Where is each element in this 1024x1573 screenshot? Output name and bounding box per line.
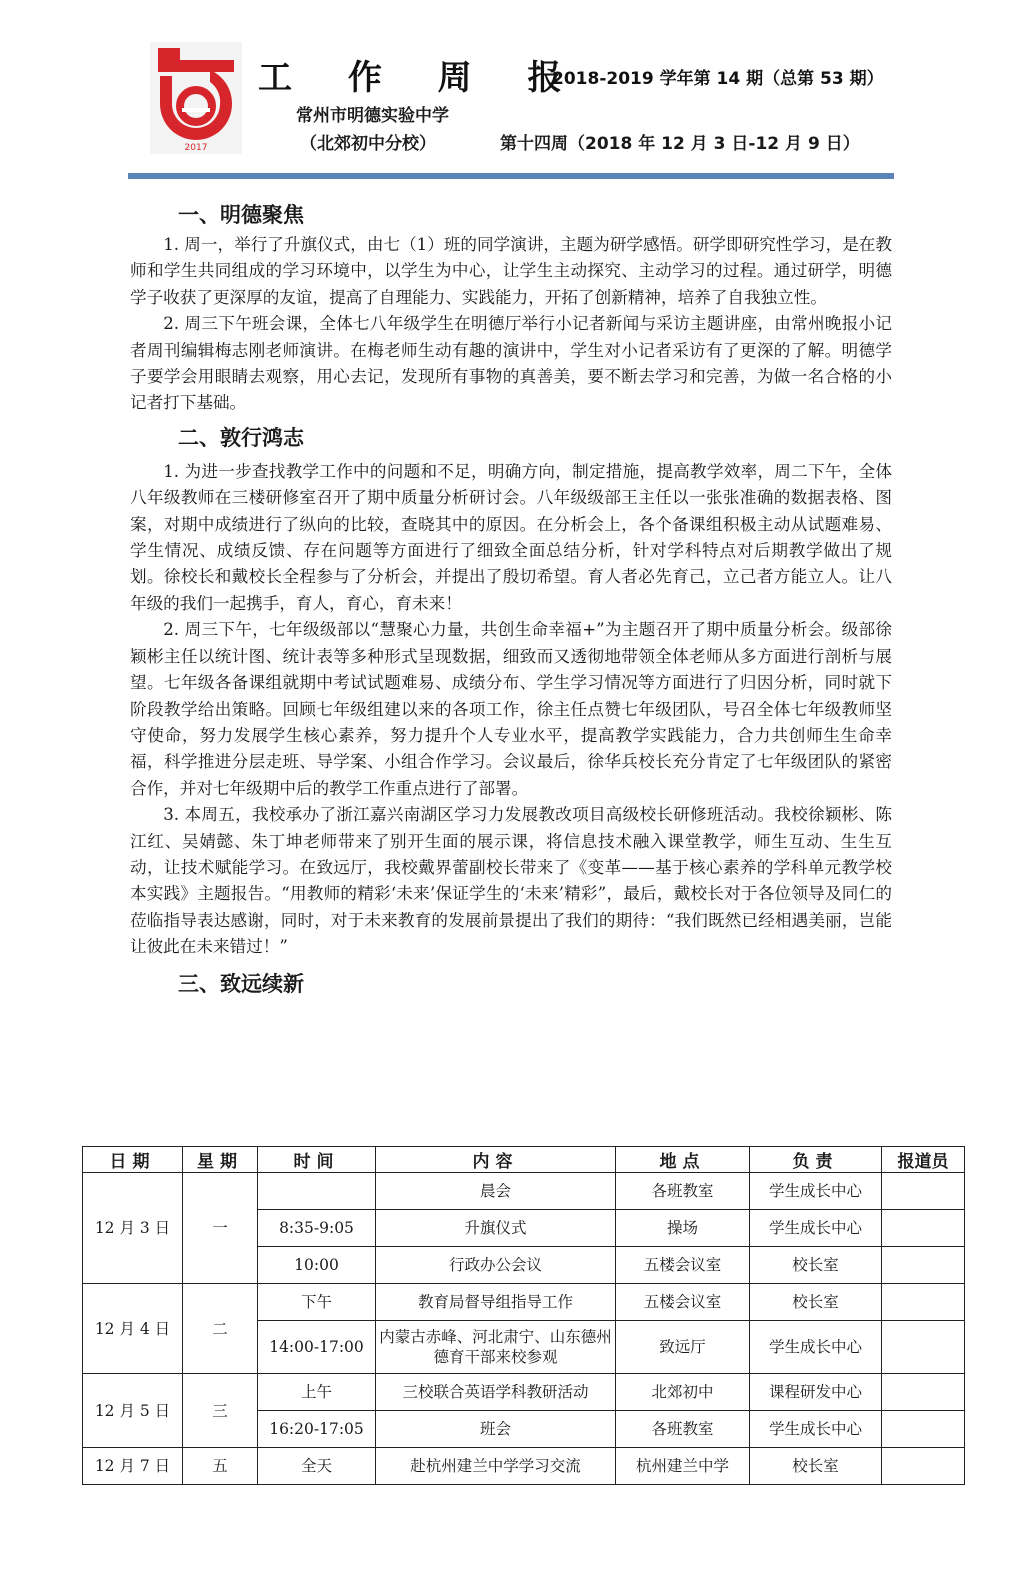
reporter-cell [882,1374,965,1411]
reporter-cell [882,1210,965,1247]
table-row [83,1284,965,1321]
place-cell: 五楼会议室 [616,1247,750,1284]
col-header-time: 时间 [258,1147,376,1173]
owner-cell: 课程研发中心 [750,1374,882,1411]
content-cell: 教育局督导组指导工作 [376,1284,616,1321]
owner-cell: 校长室 [750,1284,882,1321]
date-cell: 12 月 7 日 [83,1448,183,1485]
table-row [83,1374,965,1411]
school-name: 常州市明德实验中学 [296,106,449,126]
col-header-content: 内容 [376,1147,616,1173]
content-cell: 班会 [376,1411,616,1448]
time-cell: 10:00 [258,1247,376,1284]
report-body [130,198,892,1001]
week-range: 第十四周（2018 年 12 月 3 日-12 月 9 日） [500,134,860,154]
owner-cell: 学生成长中心 [750,1173,882,1210]
owner-cell: 校长室 [750,1247,882,1284]
time-cell: 8:35-9:05 [258,1210,376,1247]
header-divider [128,173,894,179]
section1-paragraph: 2. 周三下午班会课，全体七八年级学生在明德厅举行小记者新闻与采访主题讲座，由常州晚报小记者周刊编辑梅志刚老师演讲。在梅老师生动有趣的演讲中，学生对小记者采访有了更深的了解。明德学子要学会用眼睛去观察，用心去记，发现所有事物的真善美，要不断去学习和完善，为做一名合格的小记者打下基础。 [130,314,892,413]
content-cell: 升旗仪式 [376,1210,616,1247]
content-cell: 晨会 [376,1173,616,1210]
table-row [83,1448,965,1485]
content-cell: 三校联合英语学科教研活动 [376,1374,616,1411]
weekday-cell: 一 [183,1173,258,1284]
time-cell: 16:20-17:05 [258,1411,376,1448]
section2-paragraph: 3. 本周五，我校承办了浙江嘉兴南湖区学习力发展教改项目高级校长研修班活动。我校徐颖彬、陈江红、吴婧懿、朱丁坤老师带来了别开生面的展示课，将信息技术融入课堂教学，师生互动、生生互动，让技术赋能学习。在致远厅，我校戴界蕾副校长带来了《变革——基于核心素养的学科单元教学校本实践》主题报告。“用教师的精彩‘未来’保证学生的‘未来’精彩”，最后，戴校长对于各位领导及同仁的莅临指导表达感谢，同时，对于未来教育的发展前景提出了我们的期待：“我们既然已经相遇美丽，岂能让彼此在未来错过！” [130,805,892,957]
content-cell: 行政办公会议 [376,1247,616,1284]
owner-cell: 学生成长中心 [750,1411,882,1448]
weekday-cell: 三 [183,1374,258,1448]
branch-name: （北郊初中分校） [300,134,436,154]
time-cell: 下午 [258,1284,376,1321]
date-cell: 12 月 4 日 [83,1284,183,1374]
content-cell: 内蒙古赤峰、河北肃宁、山东德州德育干部来校参观 [376,1321,616,1374]
place-cell: 致远厅 [616,1321,750,1374]
weekday-cell: 五 [183,1448,258,1485]
time-cell: 上午 [258,1374,376,1411]
school-logo-icon [150,42,242,154]
reporter-cell [882,1173,965,1210]
section1-paragraph: 1. 周一，举行了升旗仪式，由七（1）班的同学演讲，主题为研学感悟。研学即研究性学习，是在教师和学生共同组成的学习环境中，以学生为中心，让学生主动探究、主动学习的过程。通过研学，明德学子收获了更深厚的友谊，提高了自理能力、实践能力，开拓了创新精神，培养了自我独立性。 [130,235,892,307]
report-title: 工 作 周 报 [258,58,584,98]
col-header-weekday: 星期 [183,1147,258,1173]
reporter-cell [882,1284,965,1321]
section-title-3: 三、致远续新 [178,971,304,996]
place-cell: 操场 [616,1210,750,1247]
col-header-owner: 负责 [750,1147,882,1173]
reporter-cell [882,1411,965,1448]
section2-paragraph: 1. 为进一步查找教学工作中的问题和不足，明确方向，制定措施，提高教学效率，周二下午，全体八年级教师在三楼研修室召开了期中质量分析研讨会。八年级级部王主任以一张张准确的数据表格、图案，对期中成绩进行了纵向的比较，查晓其中的原因。在分析会上，各个备课组积极主动从试题难易、学生情况、成绩反馈、存在问题等方面进行了细致全面总结分析，针对学科特点对后期教学做出了规划。徐校长和戴校长全程参与了分析会，并提出了殷切希望。育人者必先育己，立己者方能立人。让八年级的我们一起携手，育人，育心，育未来！ [130,461,892,613]
time-cell: 14:00-17:00 [258,1321,376,1374]
table-row [83,1173,965,1210]
section-title-2: 二、敦行鸿志 [178,425,304,450]
owner-cell: 学生成长中心 [750,1321,882,1374]
col-header-reporter: 报道员 [882,1147,965,1173]
place-cell: 北郊初中 [616,1374,750,1411]
reporter-cell [882,1448,965,1485]
place-cell: 各班教室 [616,1173,750,1210]
schedule-table [82,1146,965,1485]
weekday-cell: 二 [183,1284,258,1374]
section2-paragraph: 2. 周三下午，七年级级部以“慧聚心力量，共创生命幸福+”为主题召开了期中质量分析会。级部徐颖彬主任以统计图、统计表等多种形式呈现数据，细致而又透彻地带领全体老师从多方面进行剖析与展望。七年级各备课组就期中考试试题难易、成绩分布、学生学习情况等方面进行了归因分析，同时就下阶段教学给出策略。回顾七年级组建以来的各项工作，徐主任点赞七年级团队，号召全体七年级教师坚守使命，努力发展学生核心素养，努力提升个人专业水平，提高教学实践能力，合力共创师生生命幸福，科学推进分层走班、导学案、小组合作学习。会议最后，徐华兵校长充分肯定了七年级团队的紧密合作，并对七年级期中后的教学工作重点进行了部署。 [130,620,892,798]
owner-cell: 学生成长中心 [750,1210,882,1247]
section-title-1: 一、明德聚焦 [178,203,304,227]
date-cell: 12 月 5 日 [83,1374,183,1448]
place-cell: 各班教室 [616,1411,750,1448]
issue-number: 2018-2019 学年第 14 期（总第 53 期） [552,69,884,89]
content-cell: 赴杭州建兰中学学习交流 [376,1448,616,1485]
logo-year: 2017 [184,143,208,153]
col-header-place: 地点 [616,1147,750,1173]
reporter-cell [882,1321,965,1374]
col-header-date: 日期 [83,1147,183,1173]
reporter-cell [882,1247,965,1284]
time-cell: 全天 [258,1448,376,1485]
date-cell: 12 月 3 日 [83,1173,183,1284]
time-cell [258,1173,376,1210]
table-header-row [83,1147,965,1173]
place-cell: 杭州建兰中学 [616,1448,750,1485]
place-cell: 五楼会议室 [616,1284,750,1321]
school-logo [150,42,242,154]
owner-cell: 校长室 [750,1448,882,1485]
